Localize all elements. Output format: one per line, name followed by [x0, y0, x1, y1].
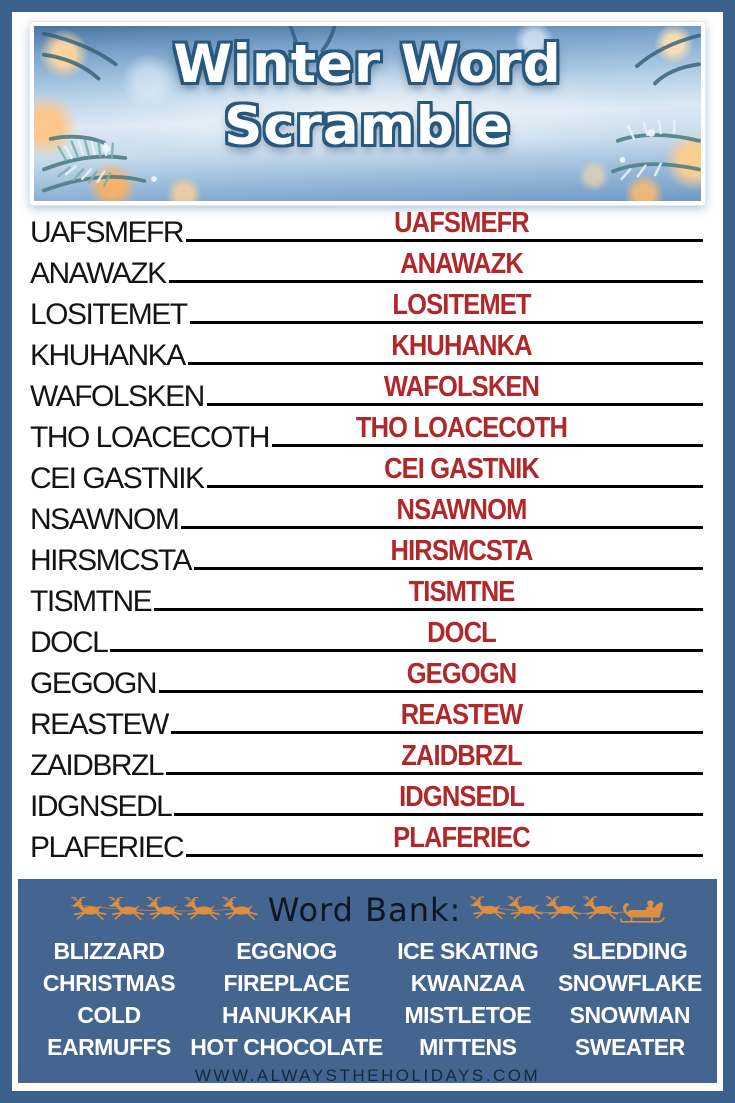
answer-blank-line	[181, 526, 703, 529]
answer-blank-line	[207, 485, 703, 488]
answer-blank-line	[174, 813, 703, 816]
scrambled-word: THO LOACECOTH	[30, 421, 269, 454]
reindeer-icon	[70, 895, 260, 925]
word-bank-word: SLEDDING	[572, 938, 688, 964]
answer-overlay: ANAWAZK	[400, 248, 523, 280]
answer-overlay: KHUHANKA	[391, 330, 532, 362]
scrambled-word: KHUHANKA	[30, 339, 185, 372]
word-bank-word: COLD	[77, 1002, 141, 1028]
answer-overlay: IDGNSEDL	[399, 781, 524, 813]
word-bank-word: ICE SKATING	[397, 938, 539, 964]
scrambled-word: ZAIDBRZL	[30, 749, 164, 782]
word-bank-word: SNOWFLAKE	[557, 970, 702, 996]
answer-blank-line	[186, 239, 703, 242]
answer-overlay: DOCL	[427, 617, 496, 649]
puzzle-row	[30, 699, 703, 740]
scrambled-word: ANAWAZK	[30, 257, 166, 290]
answer-overlay: REASTEW	[400, 699, 523, 731]
scrambled-word: NSAWNOM	[30, 503, 179, 536]
scrambled-word: UAFSMEFR	[30, 216, 183, 249]
scrambled-word: IDGNSEDL	[30, 790, 172, 823]
scrambled-word: GEGOGN	[30, 667, 157, 700]
answer-blank-line	[188, 362, 703, 365]
answer-blank-line	[171, 731, 703, 734]
scrambled-word: DOCL	[30, 626, 108, 659]
word-bank-grid	[28, 936, 707, 1062]
scrambled-word: WAFOLSKEN	[30, 380, 204, 413]
santa-sleigh-icon	[621, 900, 664, 922]
scrambled-word: CEI GASTNIK	[30, 462, 204, 495]
scrambled-word: PLAFERIEC	[30, 831, 184, 864]
word-bank-title: Word Bank:	[267, 891, 462, 929]
word-bank-word: HOT CHOCOLATE	[190, 1034, 383, 1060]
answer-blank-line	[186, 854, 703, 857]
puzzle-row	[30, 412, 703, 453]
answer-overlay: GEGOGN	[406, 658, 517, 690]
page-title-line1: Winter Word	[173, 34, 562, 95]
answer-blank-line	[272, 444, 703, 447]
word-bank-panel	[18, 879, 717, 1083]
answer-overlay: ZAIDBRZL	[401, 740, 522, 772]
word-bank-word: MISTLETOE	[404, 1002, 532, 1028]
puzzle-row	[30, 289, 703, 330]
answer-blank-line	[169, 280, 703, 283]
puzzle-row	[30, 248, 703, 289]
puzzle-list	[30, 207, 703, 863]
puzzle-row	[30, 453, 703, 494]
answer-blank-line	[207, 403, 703, 406]
puzzle-row	[30, 658, 703, 699]
answer-overlay: LOSITEMET	[392, 289, 531, 321]
puzzle-row	[30, 617, 703, 658]
word-bank-word: SNOWMAN	[569, 1002, 691, 1028]
answer-blank-line	[110, 649, 703, 652]
word-bank-word: CHRISTMAS	[42, 970, 176, 996]
reindeer-sleigh-icon	[469, 894, 665, 927]
answer-overlay: CEI GASTNIK	[384, 453, 539, 485]
answer-overlay: NSAWNOM	[396, 494, 527, 526]
scrambled-word: LOSITEMET	[30, 298, 187, 331]
answer-overlay: THO LOACECOTH	[355, 412, 568, 444]
word-bank-word: EGGNOG	[236, 938, 337, 964]
word-bank-word: FIREPLACE	[223, 970, 350, 996]
scrambled-word: REASTEW	[30, 708, 168, 741]
scrambled-word: HIRSMCSTA	[30, 544, 191, 577]
word-bank-header	[28, 887, 707, 933]
puzzle-row	[30, 207, 703, 248]
answer-blank-line	[159, 690, 703, 693]
word-bank-word: SWEATER	[574, 1034, 685, 1060]
answer-blank-line	[166, 772, 703, 775]
puzzle-row	[30, 740, 703, 781]
scrambled-word: TISMTNE	[30, 585, 152, 618]
website-url: WWW.ALWAYSTHEHOLIDAYS.COM	[194, 1066, 541, 1085]
puzzle-row	[30, 535, 703, 576]
word-bank-word: MITTENS	[419, 1034, 517, 1060]
puzzle-row	[30, 330, 703, 371]
word-bank-word: EARMUFFS	[47, 1034, 171, 1060]
word-bank-word: HANUKKAH	[222, 1002, 351, 1028]
answer-blank-line	[190, 321, 703, 324]
puzzle-row	[30, 576, 703, 617]
answer-overlay: WAFOLSKEN	[383, 371, 540, 403]
answer-overlay: TISMTNE	[408, 576, 515, 608]
header-banner	[30, 22, 705, 205]
page-title	[34, 34, 701, 158]
puzzle-row	[30, 494, 703, 535]
page-title-line2: Scramble	[224, 96, 511, 157]
answer-blank-line	[194, 567, 703, 570]
answer-overlay: PLAFERIEC	[393, 822, 530, 854]
puzzle-row	[30, 371, 703, 412]
answer-overlay: HIRSMCSTA	[390, 535, 533, 567]
word-bank-word: BLIZZARD	[53, 938, 165, 964]
answer-blank-line	[154, 608, 703, 611]
word-bank-word: KWANZAA	[410, 970, 525, 996]
answer-overlay: UAFSMEFR	[394, 207, 529, 239]
puzzle-row	[30, 822, 703, 863]
puzzle-row	[30, 781, 703, 822]
